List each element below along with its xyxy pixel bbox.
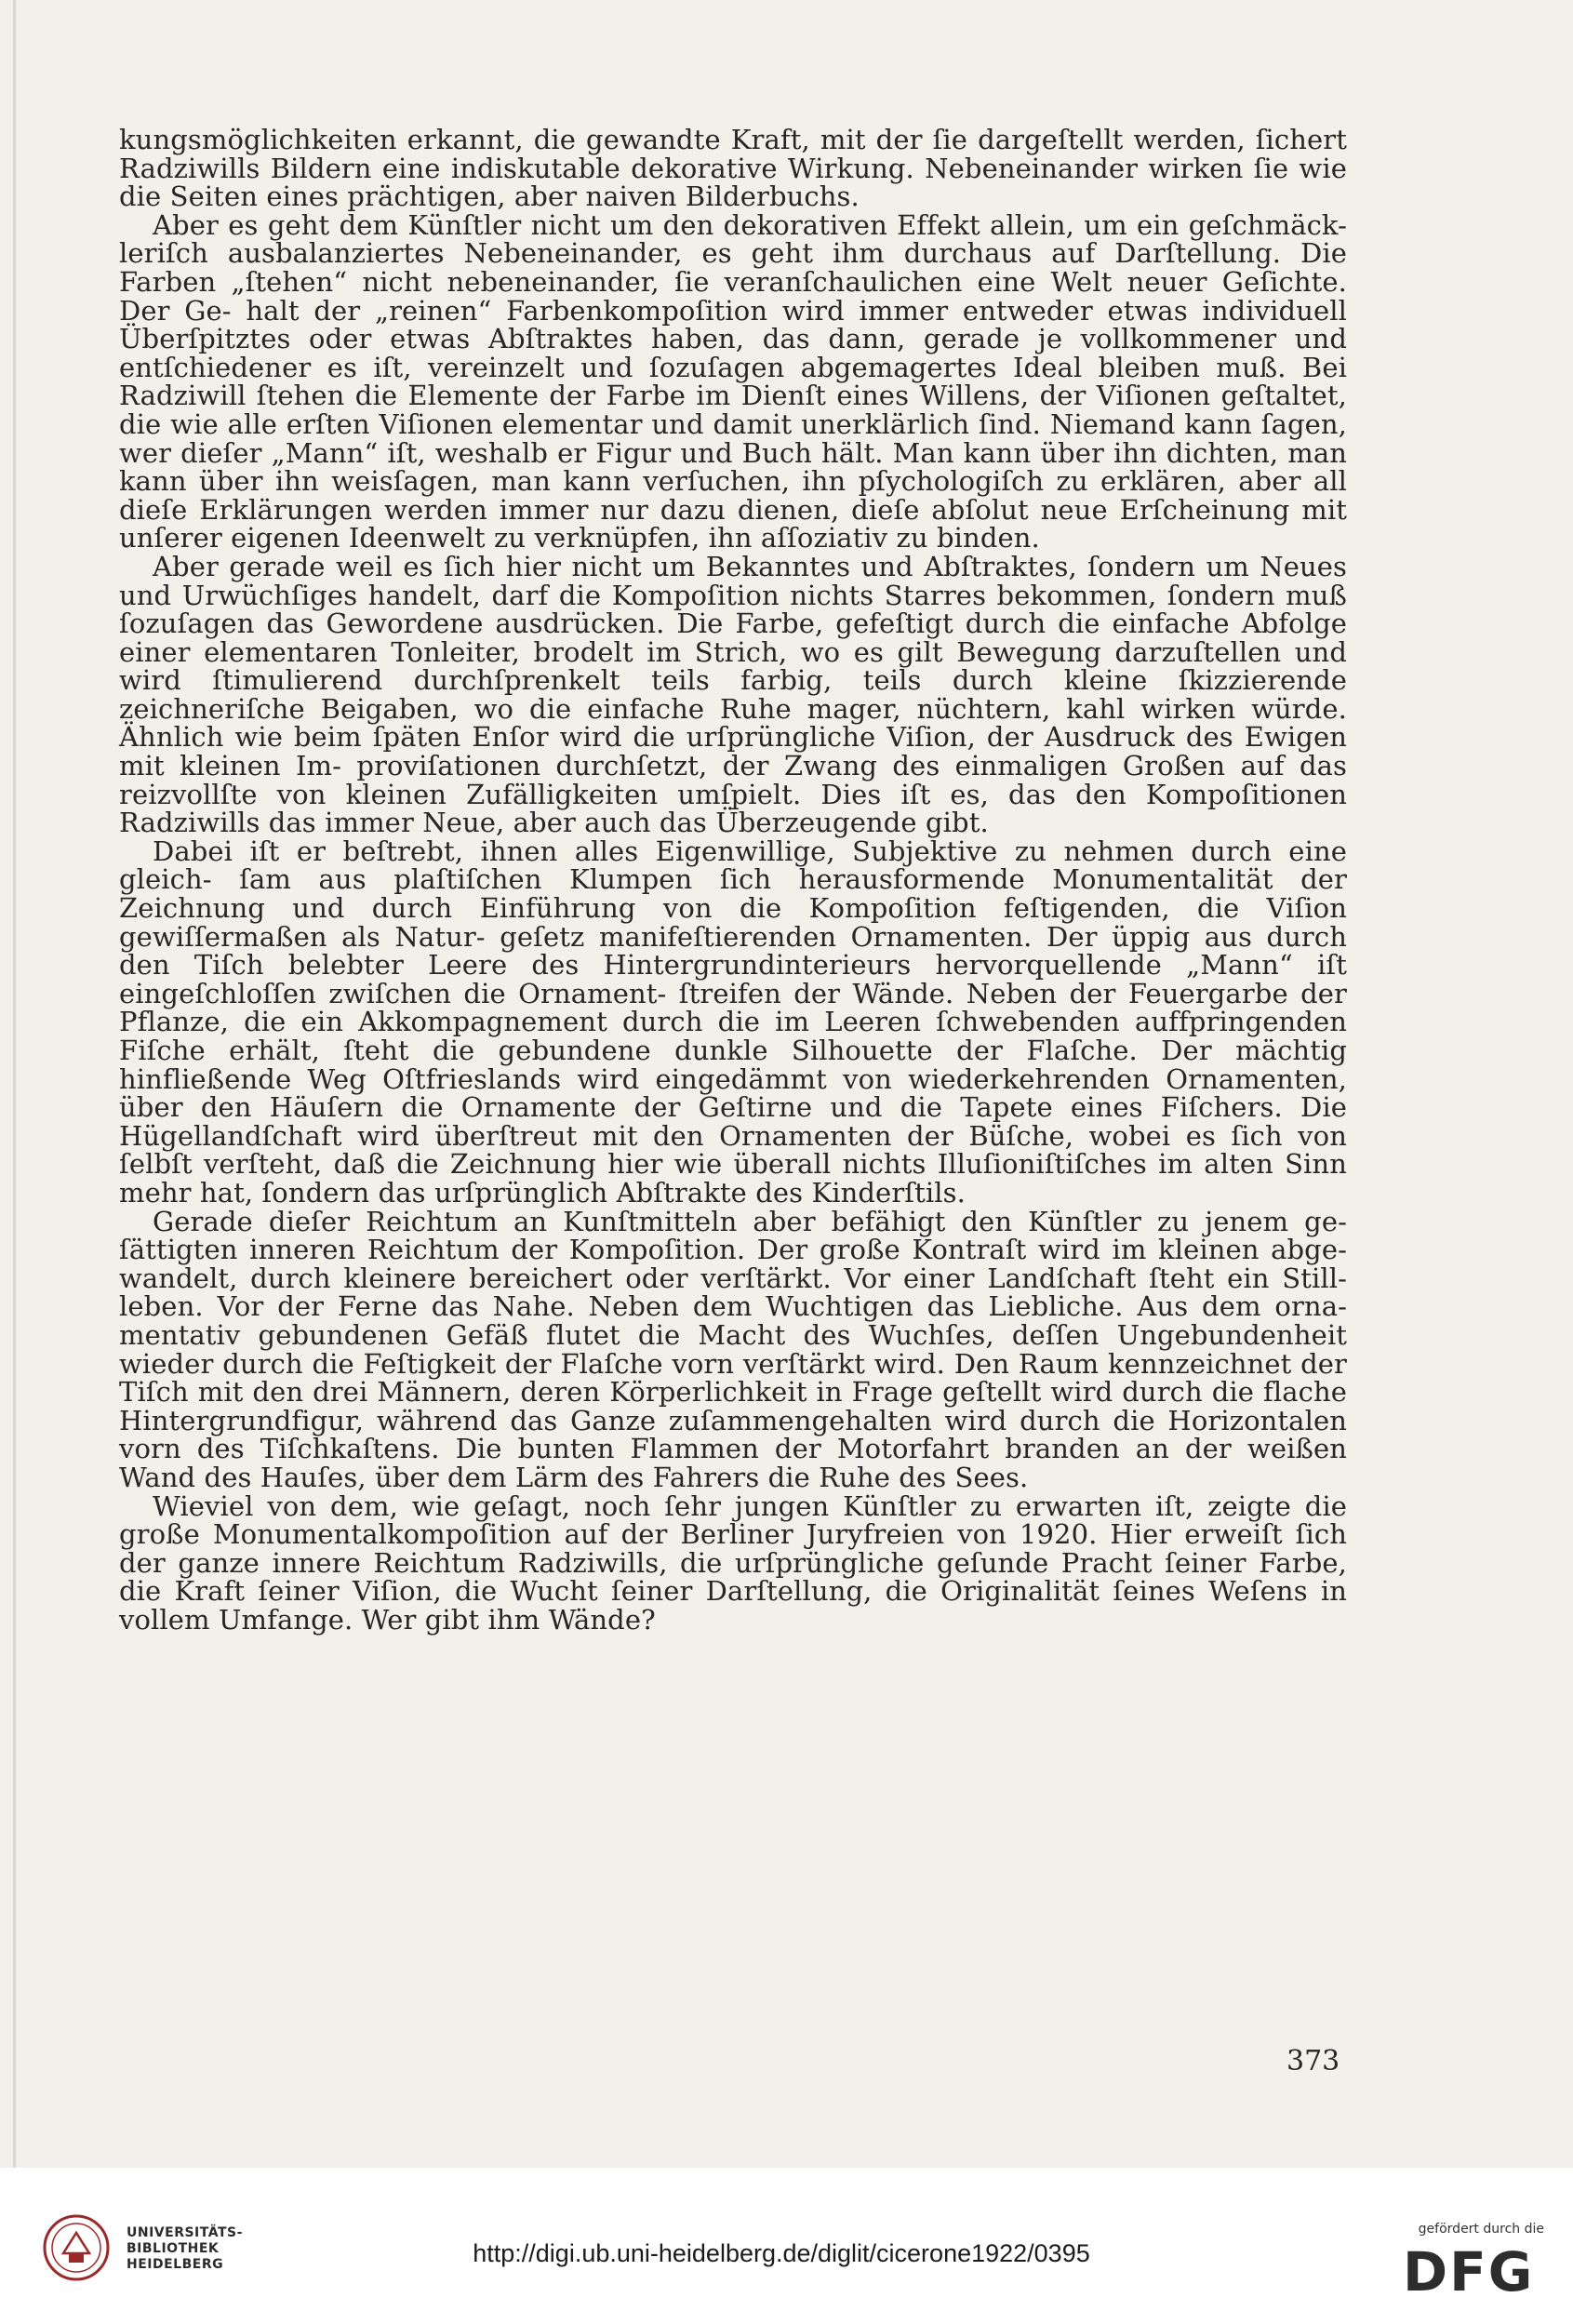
paragraph-3: Aber gerade weil es ſich hier nicht um Bekanntes und Abſtraktes, ſondern um Neues und Urwüchſiges handelt, darf die Kompoſition nichts Starres bekommen, ſondern muß ſozuſagen das Gewordene ausdrücken. Die Farbe, gefeſtigt durch die einfache Abfolge einer elementaren Tonleiter, brodelt im Strich, wo es gilt Bewegung darzuſtellen und wird ſtimulierend durchſprenkelt teils farbig, teils durch kleine ſkizzierende zeichneriſche Beigaben, wo die einfache Ruhe mager, nüchtern, kahl wirken würde. Ähnlich wie beim ſpäten Enſor wird die urſprüngliche Viſion, der Ausdruck des Ewigen mit kleinen Im- proviſationen durchſetzt, der Zwang des einmaligen Großen auf das reizvollſte von kleinen Zufälligkeiten umſpielt. Dies iſt es, das den Kompoſitionen Radziwills das immer Neue, aber auch das Überzeugende gibt.: [119, 550, 1347, 839]
library-name-line-1: UNIVERSITÄTS-: [127, 2225, 243, 2240]
library-name: [127, 2225, 243, 2273]
library-name-line-2: BIBLIOTHEK: [127, 2241, 220, 2256]
page-number: 373: [1286, 2045, 1340, 2077]
paragraph-2: Aber es geht dem Künſtler nicht um den dekorativen Effekt allein, um ein geſchmäck- leriſch ausbalanziertes Nebeneinander, es geht ihm durchaus auf Darſtellung. Die Farben „ſtehen“ nicht nebeneinander, ſie veranſchaulichen eine Welt neuer Geſichte. Der Ge- halt der „reinen“ Farbenkompoſition wird immer entweder etwas individuell Überſpitztes oder etwas Abſtraktes haben, das dann, gerade je vollkommener und entſchiedener es iſt, vereinzelt und ſozuſagen abgemagertes Ideal bleiben muß. Bei Radziwill ſtehen die Elemente der Farbe im Dienſt eines Willens, der Viſionen geſtaltet, die wie alle erſten Viſionen elementar und damit unerklärlich ſind. Niemand kann ſagen, wer dieſer „Mann“ iſt, weshalb er Figur und Buch hält. Man kann über ihn dichten, man kann über ihn weisſagen, man kann verſuchen, ihn pſychologiſch zu erklären, aber all dieſe Erklärungen werden immer nur dazu dienen, dieſe abſolut neue Erſcheinung mit unſerer eigenen Ideenwelt zu verknüpfen, ihn aſſoziativ zu binden.: [119, 208, 1347, 554]
library-logo[interactable]: [41, 2212, 339, 2287]
paragraph-4: Dabei iſt er beſtrebt, ihnen alles Eigenwillige, Subjektive zu nehmen durch eine gleich- ſam aus plaſtiſchen Klumpen ſich herausformende Monumentalität der Zeichnung und durch Einführung von die Kompoſition feſtigenden, die Viſion gewiſſermaßen als Natur- geſetz manifeſtierenden Ornamenten. Der üppig aus durch den Tiſch belebter Leere des Hintergrundinterieurs hervorquellende „Mann“ iſt eingeſchloſſen zwiſchen die Ornament- ſtreifen der Wände. Neben der Feuergarbe der Pflanze, die ein Akkompagnement durch die im Leeren ſchwebenden auffpringenden Fiſche erhält, ſteht die gebundene dunkle Silhouette der Flaſche. Der mächtig hinfließende Weg Oſtfrieslands wird eingedämmt von wiederkehrenden Ornamenten, über den Häuſern die Ornamente der Geſtirne und die Tapete eines Fiſchers. Die Hügellandſchaft wird überſtreut mit den Ornamenten der Büſche, wobei es ſich von ſelbſt verſteht, daß die Zeichnung hier wie überall nichts Illuſioniſtiſches im alten Sinn mehr hat, ſondern das urſprünglich Abſtrakte des Kinderſtils.: [119, 835, 1347, 1209]
paragraph-6: Wieviel von dem, wie geſagt, noch ſehr jungen Künſtler zu erwarten iſt, zeigte die große Monumentalkompoſition auf der Berliner Juryfreien von 1920. Hier erweiſt ſich der ganze innere Reichtum Radziwills, die urſprüngliche geſunde Pracht ſeiner Farbe, die Kraft ſeiner Viſion, die Wucht ſeiner Darſtellung, die Originalität ſeines Weſens in vollem Umfange. Wer gibt ihm Wände?: [119, 1489, 1347, 1636]
paragraph-1: kungsmöglichkeiten erkannt, die gewandte Kraft, mit der ſie dargeſtellt werden, ſichert Radziwills Bildern eine indiskutable dekorative Wirkung. Nebeneinander wirken ſie wie die Seiten eines prächtigen, aber naiven Bilderbuchs.: [119, 124, 1347, 213]
university-seal-icon: [41, 2212, 112, 2283]
dfg-logo-icon[interactable]: [1403, 2244, 1544, 2296]
library-name-line-3: HEIDELBERG: [127, 2257, 224, 2272]
dfg-logo-text: DFG: [1403, 2244, 1535, 2296]
paragraph-5: Gerade dieſer Reichtum an Kunſtmitteln aber befähigt den Künſtler zu jenem ge- ſättigten inneren Reichtum der Kompoſition. Der große Kontraſt wird im kleinen abge- wandelt, durch kleinere bereichert oder verſtärkt. Vor einer Landſchaft ſteht ein Still- leben. Vor der Ferne das Nahe. Neben dem Wuchtigen das Liebliche. Aus dem orna- mentativ gebundenen Gefäß flutet die Macht des Wuchſes, deſſen Ungebundenheit wieder durch die Feſtigkeit der Flaſche vorn verſtärkt wird. Den Raum kennzeichnet der Tiſch mit den drei Männern, deren Körperlichkeit in Frage geſtellt wird durch die flache Hintergrundfigur, während das Ganze zuſammengehalten wird durch die Horizontalen vorn des Tiſchkaſtens. Die bunten Flammen der Motorfahrt branden an der weißen Wand des Hauſes, über dem Lärm des Fahrers die Ruhe des Sees.: [119, 1205, 1347, 1493]
permalink-url[interactable]: http://digi.ub.uni-heidelberg.de/diglit/cicerone1922/0395: [473, 2239, 1090, 2267]
funding-text: gefördert durch die: [1418, 2222, 1544, 2237]
article-body: [119, 126, 1347, 1634]
